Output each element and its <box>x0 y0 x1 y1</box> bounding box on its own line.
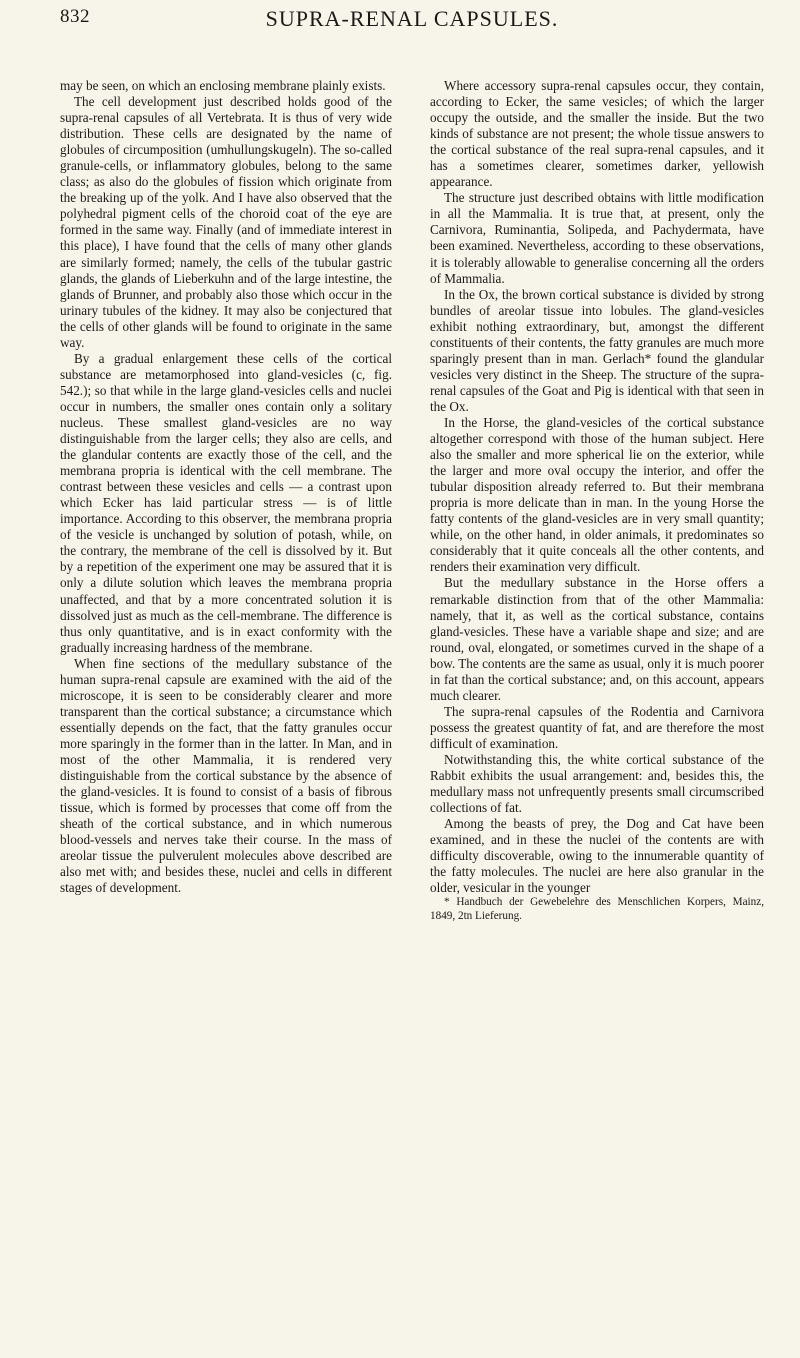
running-title: SUPRA-RENAL CAPSULES. <box>265 6 559 31</box>
paragraph: The structure just described obtains with little modification in all the Mammalia. It is true that, at present, only the Carnivora, Ruminantia, Solipeda, and Pachydermata, have been examined. Nevertheless, according to these observations, it is tolerably allowable to generalise concerning all the orders of Mammalia. <box>430 190 764 286</box>
paragraph: Among the beasts of prey, the Dog and Cat have been examined, and in these the nuclei of the contents are with difficulty discoverable, owing to the innumerable quantity of the fatty molecules. The nuclei are here also granular in the older, vesicular in the younger <box>430 816 764 896</box>
footnote: * Handbuch der Gewebelehre des Menschlichen Korpers, Mainz, 1849, 2tn Lieferung. <box>430 896 764 922</box>
paragraph: By a gradual enlargement these cells of the cortical substance are metamorphosed into gland-vesicles (c, fig. 542.); so that while in the large gland-vesicles cells and nuclei occur in numbers, the smaller ones contain only a solitary nucleus. These smallest gland-vesicles are no way distinguishable from the larger cells; they also are cells, and the glandular contents are exactly those of the cell, and the membrana propria is identical with the cell membrane. The contrast between these vesicles and cells — a contrast upon which Ecker has laid particular stress — is of little importance. According to this observer, the membrana propria of the vesicle is unchanged by solution of potash, while, on the contrary, the membrane of the cell is dissolved by it. But by a repetition of the experiment one may be assured that it is only a dilute solution which leaves the membrana propria unaffected, and that by a more concentrated solution it is dissolved just as much as the cell-membrane. The difference is thus only quantitative, and is in exact conformity with the gradually increasing hardness of the membrane. <box>60 350 392 655</box>
paragraph: may be seen, on which an enclosing membrane plainly exists. <box>60 78 386 93</box>
paragraph: Notwithstanding this, the white cortical substance of the Rabbit exhibits the usual arrangement: and, besides this, the medullary mass not unfrequently presents small circumscribed collections of fat. <box>430 751 764 816</box>
page-number: 832 <box>60 6 90 27</box>
paragraph: In the Horse, the gland-vesicles of the cortical substance altogether correspond with those of the human subject. Here also the smaller and more spherical lie on the exterior, while the larger and more oval occupy the interior, and offer the tubular disposition already referred to. But their membrana propria is more delicate than in man. In the young Horse the fatty contents of the gland-vesicles are in very small quantity; while, on the other hand, in older animals, it predominates so considerably that it quite conceals all the other contents, and renders their examination very difficult. <box>430 414 764 575</box>
page-header <box>60 6 764 40</box>
paragraph: When fine sections of the medullary substance of the human supra-renal capsule are examined with the aid of the microscope, it is seen to be considerably clearer and more transparent than the cortical substance; a circumstance which essentially depends on the fact, that the fatty granules occur more sparingly in the former than in the latter. In Man, and in most of the other Mammalia, it is rendered very distinguishable from the cortical substance by the absence of the gland-vesicles. It is found to consist of a basis of fibrous tissue, which is formed by processes that come off from the sheath of the cortical substance, and in which numerous blood-vessels and nerves take their course. In the mass of areolar tissue the pulverulent molecules above described are also met with; and besides these, nuclei and cells in different stages of development. <box>60 655 392 896</box>
paragraph: The cell development just described holds good of the supra-renal capsules of all Vertebrata. It is thus of very wide distribution. These cells are designated by the name of globules of circumposition (umhullungskugeln). The so-called granule-cells, or inflammatory globules, belong to the same class; as also do the globules of fission which originate from the breaking up of the yolk. And I have also observed that the polyhedral pigment cells of the choroid coat of the eye are formed in the same way. Finally (and of immediate interest in this place), I have found that the cells of many other glands are similarly formed; namely, the cells of the tubular gastric glands, the glands of Lieberkuhn and of the large intestine, the glands of Brunner, and probably also those which occur in the urinary tubules of the kidney. It may also be conjectured that the cells of other glands will be found to originate in the same way. <box>60 94 392 350</box>
paragraph: In the Ox, the brown cortical substance is divided by strong bundles of areolar tissue into lobules. The gland-vesicles exhibit nothing extraordinary, but, amongst the different constituents of their contents, the fatty granules are much more sparingly present than in man. Gerlach* found the glandular vesicles very distinct in the Sheep. The structure of the supra-renal capsules of the Goat and Pig is identical with that seen in the Ox. <box>430 286 764 414</box>
paragraph: The supra-renal capsules of the Rodentia and Carnivora possess the greatest quantity of fat, and are therefore the most difficult of examination. <box>430 703 764 751</box>
paragraph: Where accessory supra-renal capsules occur, they contain, according to Ecker, the same vesicles; of which the larger occupy the outside, and the smaller the inside. But the two kinds of substance are not present; the whole tissue answers to the cortical substance of the real supra-renal capsules, and it has a sometimes clearer, sometimes darker, yellowish appearance. <box>430 78 764 190</box>
paragraph: But the medullary substance in the Horse offers a remarkable distinction from that of the other Mammalia: namely, that it, as well as the cortical substance, contains gland-vesicles. These have a variable shape and size; and are round, oval, elongated, or sometimes curved in the shape of a bow. The contents are the same as usual, only it is much poorer in fat than the cortical substance; and, on this account, appears much clearer. <box>430 575 764 703</box>
left-column <box>60 78 392 896</box>
right-column <box>430 78 764 923</box>
